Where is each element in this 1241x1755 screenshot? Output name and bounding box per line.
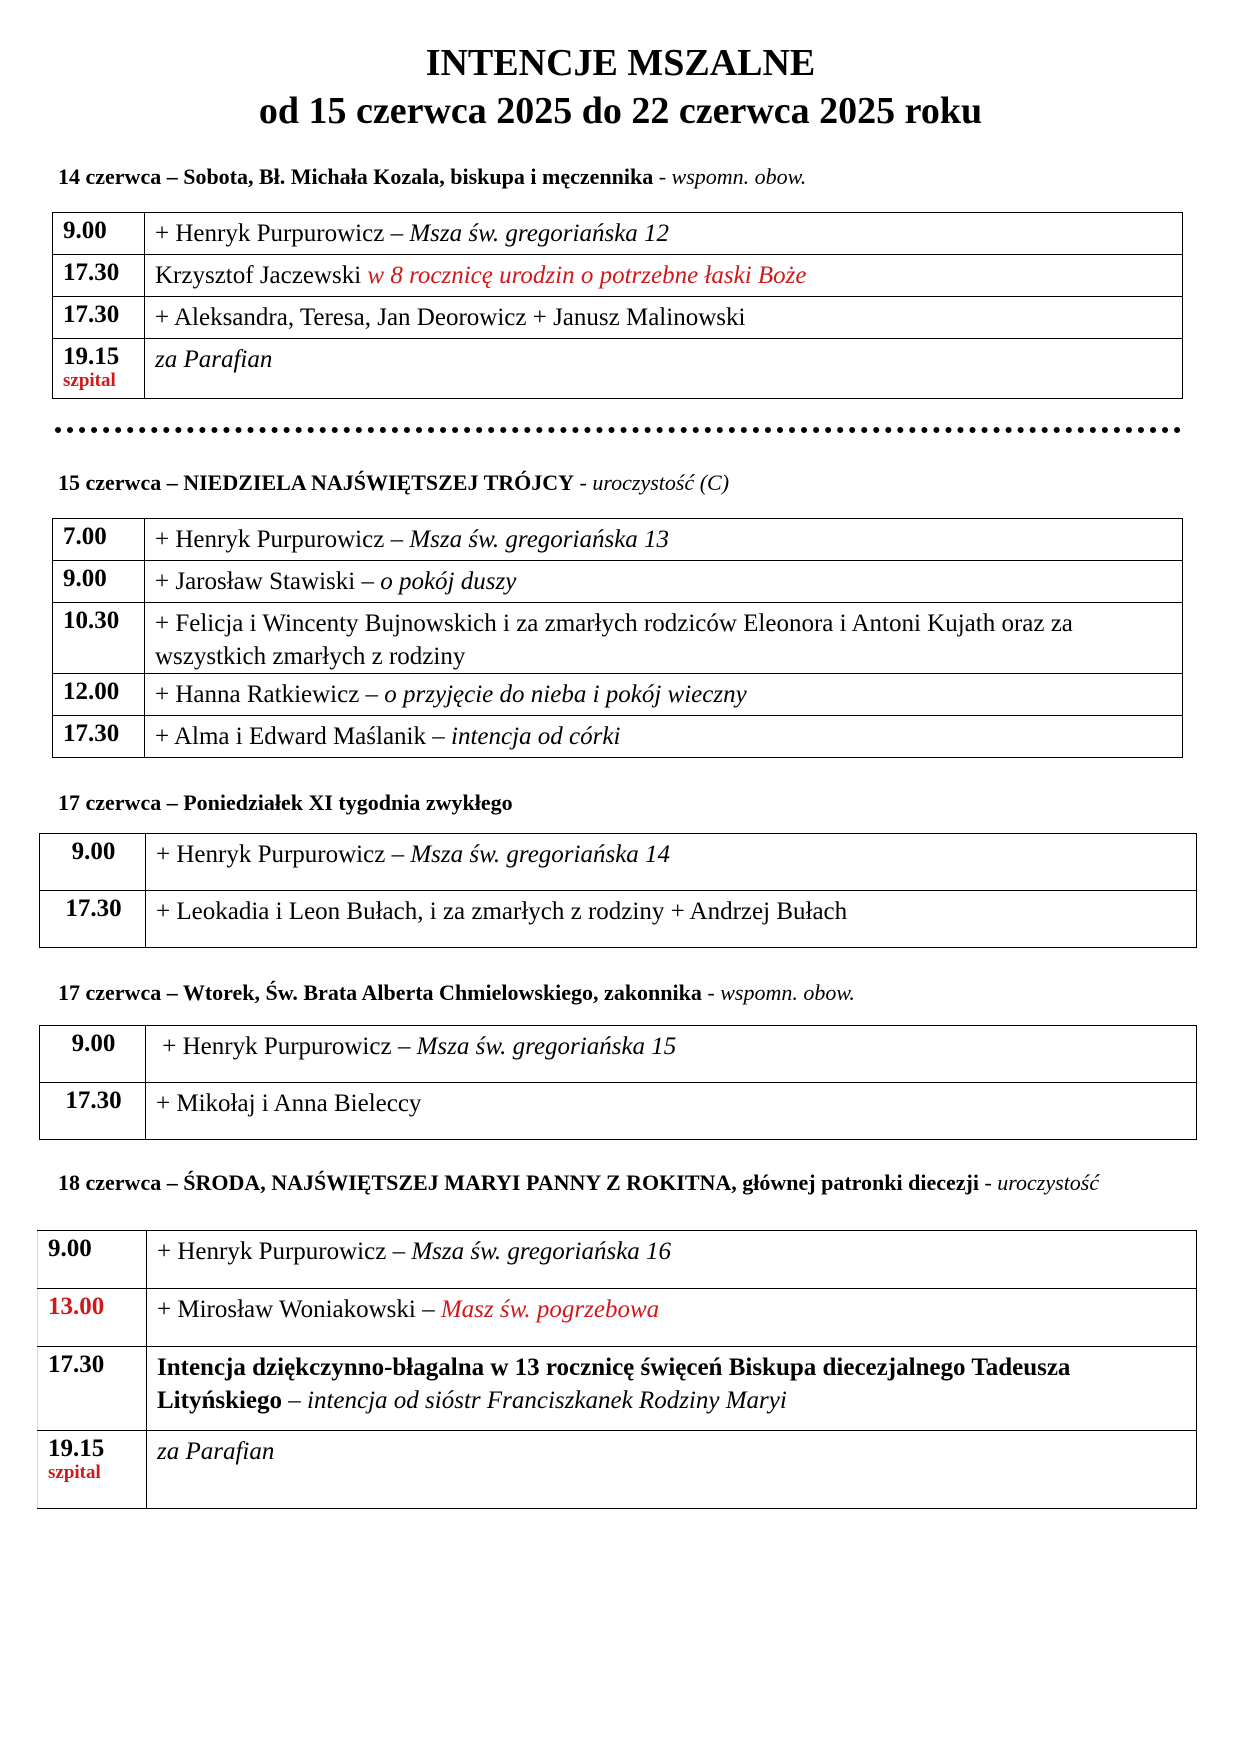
mass-intention: [146, 1083, 1197, 1140]
mass-intention: [146, 1026, 1197, 1083]
day-heading-title: 15 czerwca – NIEDZIELA NAJŚWIĘTSZEJ TRÓJCY: [58, 470, 575, 495]
intention-text: + Mikołaj i Anna Bieleccy: [156, 1090, 422, 1117]
table-row: [40, 834, 1197, 891]
mass-intention: [145, 561, 1183, 603]
intention-text: + Henryk Purpurowicz –: [155, 220, 410, 247]
intention-italic: o pokój duszy: [380, 568, 517, 595]
mass-table: [37, 1230, 1197, 1509]
intention-text: + Jarosław Stawiski –: [155, 568, 381, 595]
day-heading-title: 18 czerwca – ŚRODA, NAJŚWIĘTSZEJ MARYI PANNY Z ROKITNA, głównej patronki diecezji: [58, 1170, 979, 1195]
mass-time-cell: [53, 339, 145, 399]
mass-time: 7.00: [53, 519, 145, 561]
mass-time: 9.00: [38, 1231, 147, 1289]
day-heading-separator: -: [653, 164, 672, 189]
location-note: szpital: [63, 370, 116, 391]
intention-text: + Mirosław Woniakowski –: [157, 1296, 441, 1323]
mass-time: 9.00: [40, 1026, 146, 1083]
mass-intention: [145, 339, 1183, 399]
mass-time: 13.00: [38, 1289, 147, 1347]
intention-italic: Msza św. gregoriańska 14: [410, 841, 671, 868]
mass-time: 10.30: [53, 603, 145, 674]
intention-text: + Leokadia i Leon Bułach, i za zmarłych z rodziny + Andrzej Bułach: [156, 898, 848, 925]
mass-intention: [145, 213, 1183, 255]
location-note: szpital: [48, 1462, 101, 1483]
day-heading-title: 14 czerwca – Sobota, Bł. Michała Kozala, biskupa i męczennika: [58, 164, 654, 189]
day-heading: [58, 788, 1188, 818]
day-heading-separator: -: [978, 1170, 998, 1195]
intention-text: –: [282, 1387, 308, 1414]
mass-intention: [146, 834, 1197, 891]
mass-table: [52, 518, 1183, 758]
dotted-divider: [55, 427, 1181, 433]
mass-time: 17.30: [40, 891, 146, 948]
mass-time: 19.15: [63, 343, 120, 370]
intention-italic: Msza św. gregoriańska 12: [409, 220, 670, 247]
table-row: [53, 255, 1183, 297]
table-row: [53, 603, 1183, 674]
mass-intention: [147, 1347, 1197, 1431]
intention-italic: za Parafian: [155, 346, 273, 373]
day-heading-rank: uroczystość: [997, 1170, 1100, 1195]
mass-table: [39, 833, 1197, 948]
mass-time-cell: [38, 1431, 147, 1509]
day-heading-title: 17 czerwca – Poniedziałek XI tygodnia zwykłego: [58, 790, 513, 815]
intention-text: Krzysztof Jaczewski: [155, 262, 368, 289]
mass-intention: [146, 891, 1197, 948]
day-heading-title: 17 czerwca – Wtorek, Św. Brata Alberta Chmielowskiego, zakonnika: [58, 980, 702, 1005]
table-row: [53, 519, 1183, 561]
intention-red-italic: w 8 rocznicę urodzin o potrzebne łaski Boże: [367, 262, 807, 289]
mass-intention: [145, 674, 1183, 716]
mass-table: [39, 1025, 1197, 1140]
table-row: [40, 891, 1197, 948]
table-row: [38, 1231, 1197, 1289]
mass-intention: [147, 1289, 1197, 1347]
mass-time: 17.30: [40, 1083, 146, 1140]
table-row: [38, 1289, 1197, 1347]
intention-text: + Henryk Purpurowicz –: [155, 526, 410, 553]
table-row: [38, 1431, 1197, 1509]
mass-intention: [145, 603, 1183, 674]
intention-text: + Felicja i Wincenty Bujnowskich i za zmarłych rodziców Eleonora i Antoni Kujath oraz za wszystkich zmarłych z rodziny: [155, 610, 1073, 670]
mass-time: 17.30: [53, 716, 145, 758]
intention-italic: o przyjęcie do nieba i pokój wieczny: [384, 681, 747, 708]
intention-text: + Hanna Ratkiewicz –: [155, 681, 385, 708]
intention-bold: Intencja dziękczynno-błagalna w 13 rocznicę święceń Biskupa diecezjalnego Tadeusza Lityńskiego: [157, 1354, 1071, 1414]
day-heading-rank: uroczystość (C): [592, 470, 730, 495]
intention-italic: za Parafian: [157, 1438, 275, 1465]
table-row: [53, 297, 1183, 339]
table-row: [40, 1026, 1197, 1083]
intention-text: + Henryk Purpurowicz –: [156, 1033, 417, 1060]
mass-time: 9.00: [40, 834, 146, 891]
table-row: [40, 1083, 1197, 1140]
day-heading: [58, 162, 1188, 192]
mass-table: [52, 212, 1183, 399]
intention-text: + Alma i Edward Maślanik –: [155, 723, 451, 750]
intention-italic: Msza św. gregoriańska 16: [411, 1238, 672, 1265]
mass-time: 17.30: [38, 1347, 147, 1431]
mass-intention: [145, 255, 1183, 297]
table-row: [53, 339, 1183, 399]
mass-time: 9.00: [53, 561, 145, 603]
table-row: [38, 1347, 1197, 1431]
mass-intention: [147, 1231, 1197, 1289]
intention-text: + Henryk Purpurowicz –: [157, 1238, 412, 1265]
mass-intention: [147, 1431, 1197, 1509]
table-row: [53, 674, 1183, 716]
mass-time: 12.00: [53, 674, 145, 716]
intention-red-italic: Masz św. pogrzebowa: [440, 1296, 660, 1323]
mass-intention: [145, 716, 1183, 758]
day-heading-separator: -: [574, 470, 593, 495]
day-heading: [58, 978, 1188, 1008]
intention-text: + Aleksandra, Teresa, Jan Deorowicz + Janusz Malinowski: [155, 304, 746, 331]
mass-intention: [145, 519, 1183, 561]
page-title: INTENCJE MSZALNE: [425, 42, 816, 84]
intention-italic: intencja od sióstr Franciszkanek Rodziny Maryi: [307, 1387, 787, 1414]
intention-italic: Msza św. gregoriańska 13: [409, 526, 670, 553]
table-row: [53, 561, 1183, 603]
table-row: [53, 213, 1183, 255]
mass-time: 9.00: [53, 213, 145, 255]
day-heading: [58, 468, 1188, 498]
day-heading-separator: -: [701, 980, 721, 1005]
intention-italic: Msza św. gregoriańska 15: [416, 1033, 677, 1060]
table-row: [53, 716, 1183, 758]
mass-intention: [145, 297, 1183, 339]
mass-time: 17.30: [53, 297, 145, 339]
page-subtitle: od 15 czerwca 2025 do 22 czerwca 2025 roku: [258, 90, 983, 132]
intention-italic: intencja od córki: [451, 723, 621, 750]
day-heading-rank: wspomn. obow.: [720, 980, 855, 1005]
day-heading: [58, 1168, 1188, 1198]
mass-time: 19.15: [48, 1435, 105, 1462]
day-heading-rank: wspomn. obow.: [671, 164, 807, 189]
intention-text: + Henryk Purpurowicz –: [156, 841, 411, 868]
mass-time: 17.30: [53, 255, 145, 297]
